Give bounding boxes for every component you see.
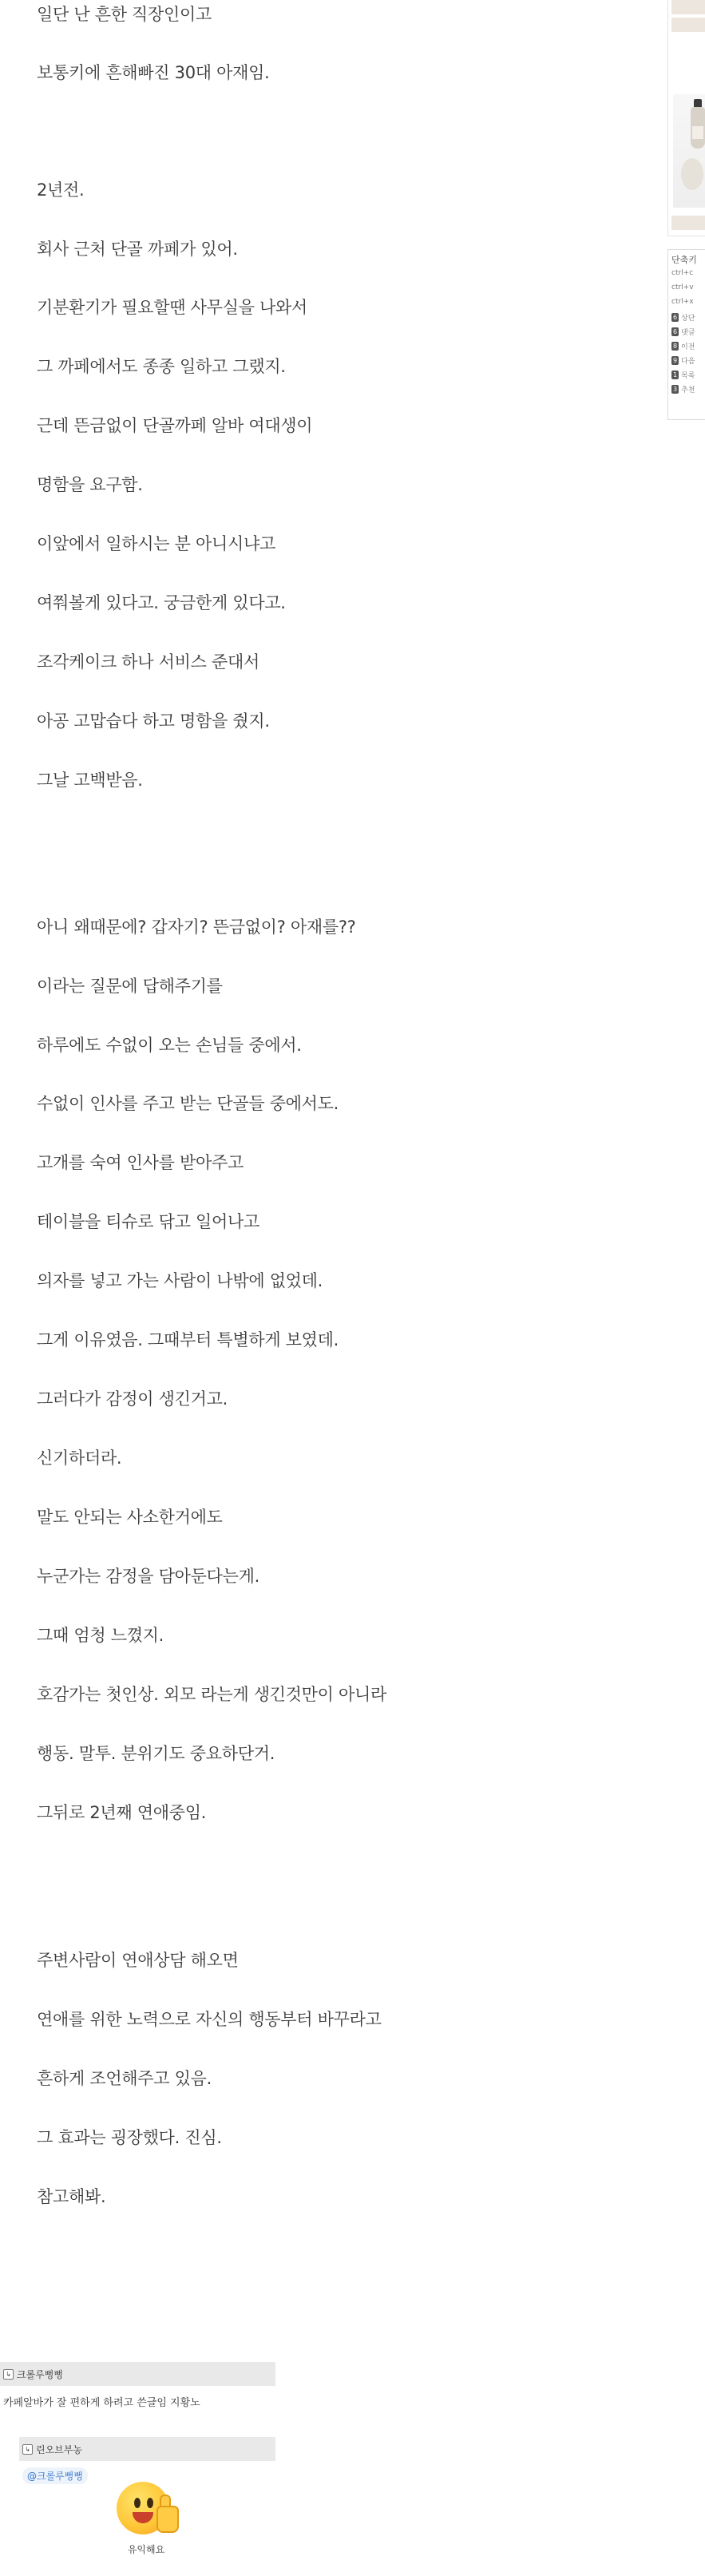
- hand-shape: [156, 2506, 179, 2533]
- ad-band: [671, 216, 705, 230]
- post-line: 조각케이크 하나 서비스 준대서: [37, 652, 259, 672]
- shortcut-widget: [667, 249, 705, 420]
- mention-tag[interactable]: @크롤루뻥뻥: [22, 2467, 88, 2484]
- post-line: 회사 근처 단골 까페가 있어.: [37, 240, 238, 259]
- post-line: 2년전.: [37, 180, 85, 200]
- post-line: 연애를 위한 노력으로 자신의 행동부터 바꾸라고: [37, 2010, 382, 2029]
- widget-row-label: 목록: [681, 372, 695, 380]
- comment-header: [19, 2437, 275, 2461]
- widget-row[interactable]: [671, 341, 695, 351]
- post-line: 기분환기가 필요할땐 사무실을 나와서: [37, 298, 307, 317]
- post-line: 그뒤로 2년째 연애중임.: [37, 1803, 207, 1822]
- post-line: 신기하더라.: [37, 1449, 122, 1468]
- comment-text: 카페알바가 잘 편하게 하려고 쓴글임 지황노: [3, 2397, 200, 2409]
- post-line: 주변사람이 연애상담 해오면: [37, 1951, 239, 1970]
- post-line: 수없이 인사를 주고 받는 단골들 중에서도.: [37, 1094, 339, 1113]
- bottle-label-shape: [692, 126, 703, 139]
- post-line: 호감가는 첫인상. 외모 라는게 생긴것만이 아니라: [37, 1685, 386, 1704]
- mouth-shape: [133, 2512, 153, 2523]
- comment-author[interactable]: 린오브부농: [36, 2443, 82, 2455]
- ad-band: [671, 18, 705, 32]
- widget-row-label: ctrl+c: [671, 269, 694, 277]
- widget-row-label: 다음: [681, 358, 695, 366]
- rank-badge: 8: [672, 343, 678, 350]
- eye-shape: [147, 2498, 153, 2508]
- widget-row[interactable]: [671, 312, 695, 323]
- rank-badge: 3: [672, 386, 678, 393]
- post-line: 의자를 넣고 가는 사람이 나밖에 없었데.: [37, 1271, 323, 1290]
- ad-band: [671, 0, 705, 14]
- widget-row[interactable]: [671, 283, 694, 291]
- rank-badge: 6: [672, 328, 678, 335]
- post-line: 테이블을 티슈로 닦고 일어나고: [37, 1212, 259, 1231]
- widget-row-label: 이전: [681, 343, 695, 351]
- widget-row-label: ctrl+v: [671, 283, 694, 291]
- widget-row[interactable]: [671, 370, 695, 380]
- post-line: 일단 난 흔한 직장인이고: [37, 5, 212, 24]
- widget-row[interactable]: [671, 269, 693, 277]
- thumbs-up-emoji-sticker: [113, 2482, 179, 2562]
- ad-product-image[interactable]: [673, 94, 705, 208]
- widget-row-label: 추천: [681, 386, 695, 394]
- post-line: 아공 고맙습다 하고 명함을 줬지.: [37, 711, 270, 731]
- widget-row[interactable]: [671, 384, 695, 394]
- post-line: 흔하게 조언해주고 있음.: [37, 2069, 212, 2088]
- post-line: 하루에도 수없이 오는 손님들 중에서.: [37, 1036, 302, 1055]
- reply-icon[interactable]: ↳: [3, 2369, 14, 2380]
- sticker-label: 유익해요: [127, 2544, 165, 2555]
- comment-author[interactable]: 크롤루뻥뻥: [17, 2368, 63, 2380]
- widget-row[interactable]: [671, 355, 695, 366]
- rank-badge: 6: [672, 314, 678, 321]
- post-line: 그 효과는 굉장했다. 진심.: [37, 2128, 222, 2147]
- post-line: 그 까페에서도 종종 일하고 그랬지.: [37, 357, 286, 376]
- post-line: 명함을 요구함.: [37, 475, 143, 494]
- post-line: 그러다가 감정이 생긴거고.: [37, 1389, 228, 1409]
- widget-row-label: 상단: [681, 315, 695, 323]
- widget-row[interactable]: [671, 327, 695, 337]
- post-line: 그날 고백받음.: [37, 771, 143, 790]
- reply-icon[interactable]: ↳: [22, 2444, 33, 2455]
- jar-shape: [681, 158, 703, 190]
- post-line: 근데 뜬금없이 단골까페 알바 여대생이: [37, 416, 313, 435]
- post-line: 그게 이유였음. 그때부터 특별하게 보였데.: [37, 1330, 339, 1349]
- rank-badge: 9: [672, 357, 678, 364]
- widget-row[interactable]: [671, 298, 694, 306]
- post-line: 그때 엄청 느꼈지.: [37, 1626, 164, 1645]
- right-sidebar: [667, 0, 705, 423]
- comment-header: [0, 2362, 275, 2386]
- post-line: 보통키에 흔해빠진 30대 아재임.: [37, 63, 270, 82]
- post-line: 누군가는 감정을 담아둔다는게.: [37, 1567, 259, 1586]
- post-line: 행동. 말투. 분위기도 중요하단거.: [37, 1744, 275, 1763]
- post-line: 이라는 질문에 답해주기를: [37, 977, 223, 996]
- widget-row-label: 댓글: [681, 329, 695, 337]
- widget-row-label: ctrl+x: [671, 298, 694, 306]
- widget-title: 단축키: [671, 255, 697, 265]
- rank-badge: 1: [672, 371, 678, 378]
- eye-shape: [134, 2498, 141, 2508]
- post-line: 이앞에서 일하시는 분 아니시냐고: [37, 534, 275, 553]
- sidebar-ad-box[interactable]: [667, 0, 705, 236]
- post-line: 말도 안되는 사소한거에도: [37, 1508, 223, 1527]
- post-line: 참고해봐.: [37, 2187, 106, 2206]
- post-line: 아니 왜때문에? 갑자기? 뜬금없이? 아재를??: [37, 917, 356, 937]
- post-line: 여쭤볼게 있다고. 궁금한게 있다고.: [37, 593, 286, 612]
- post-line: 고개를 숙여 인사를 받아주고: [37, 1153, 244, 1172]
